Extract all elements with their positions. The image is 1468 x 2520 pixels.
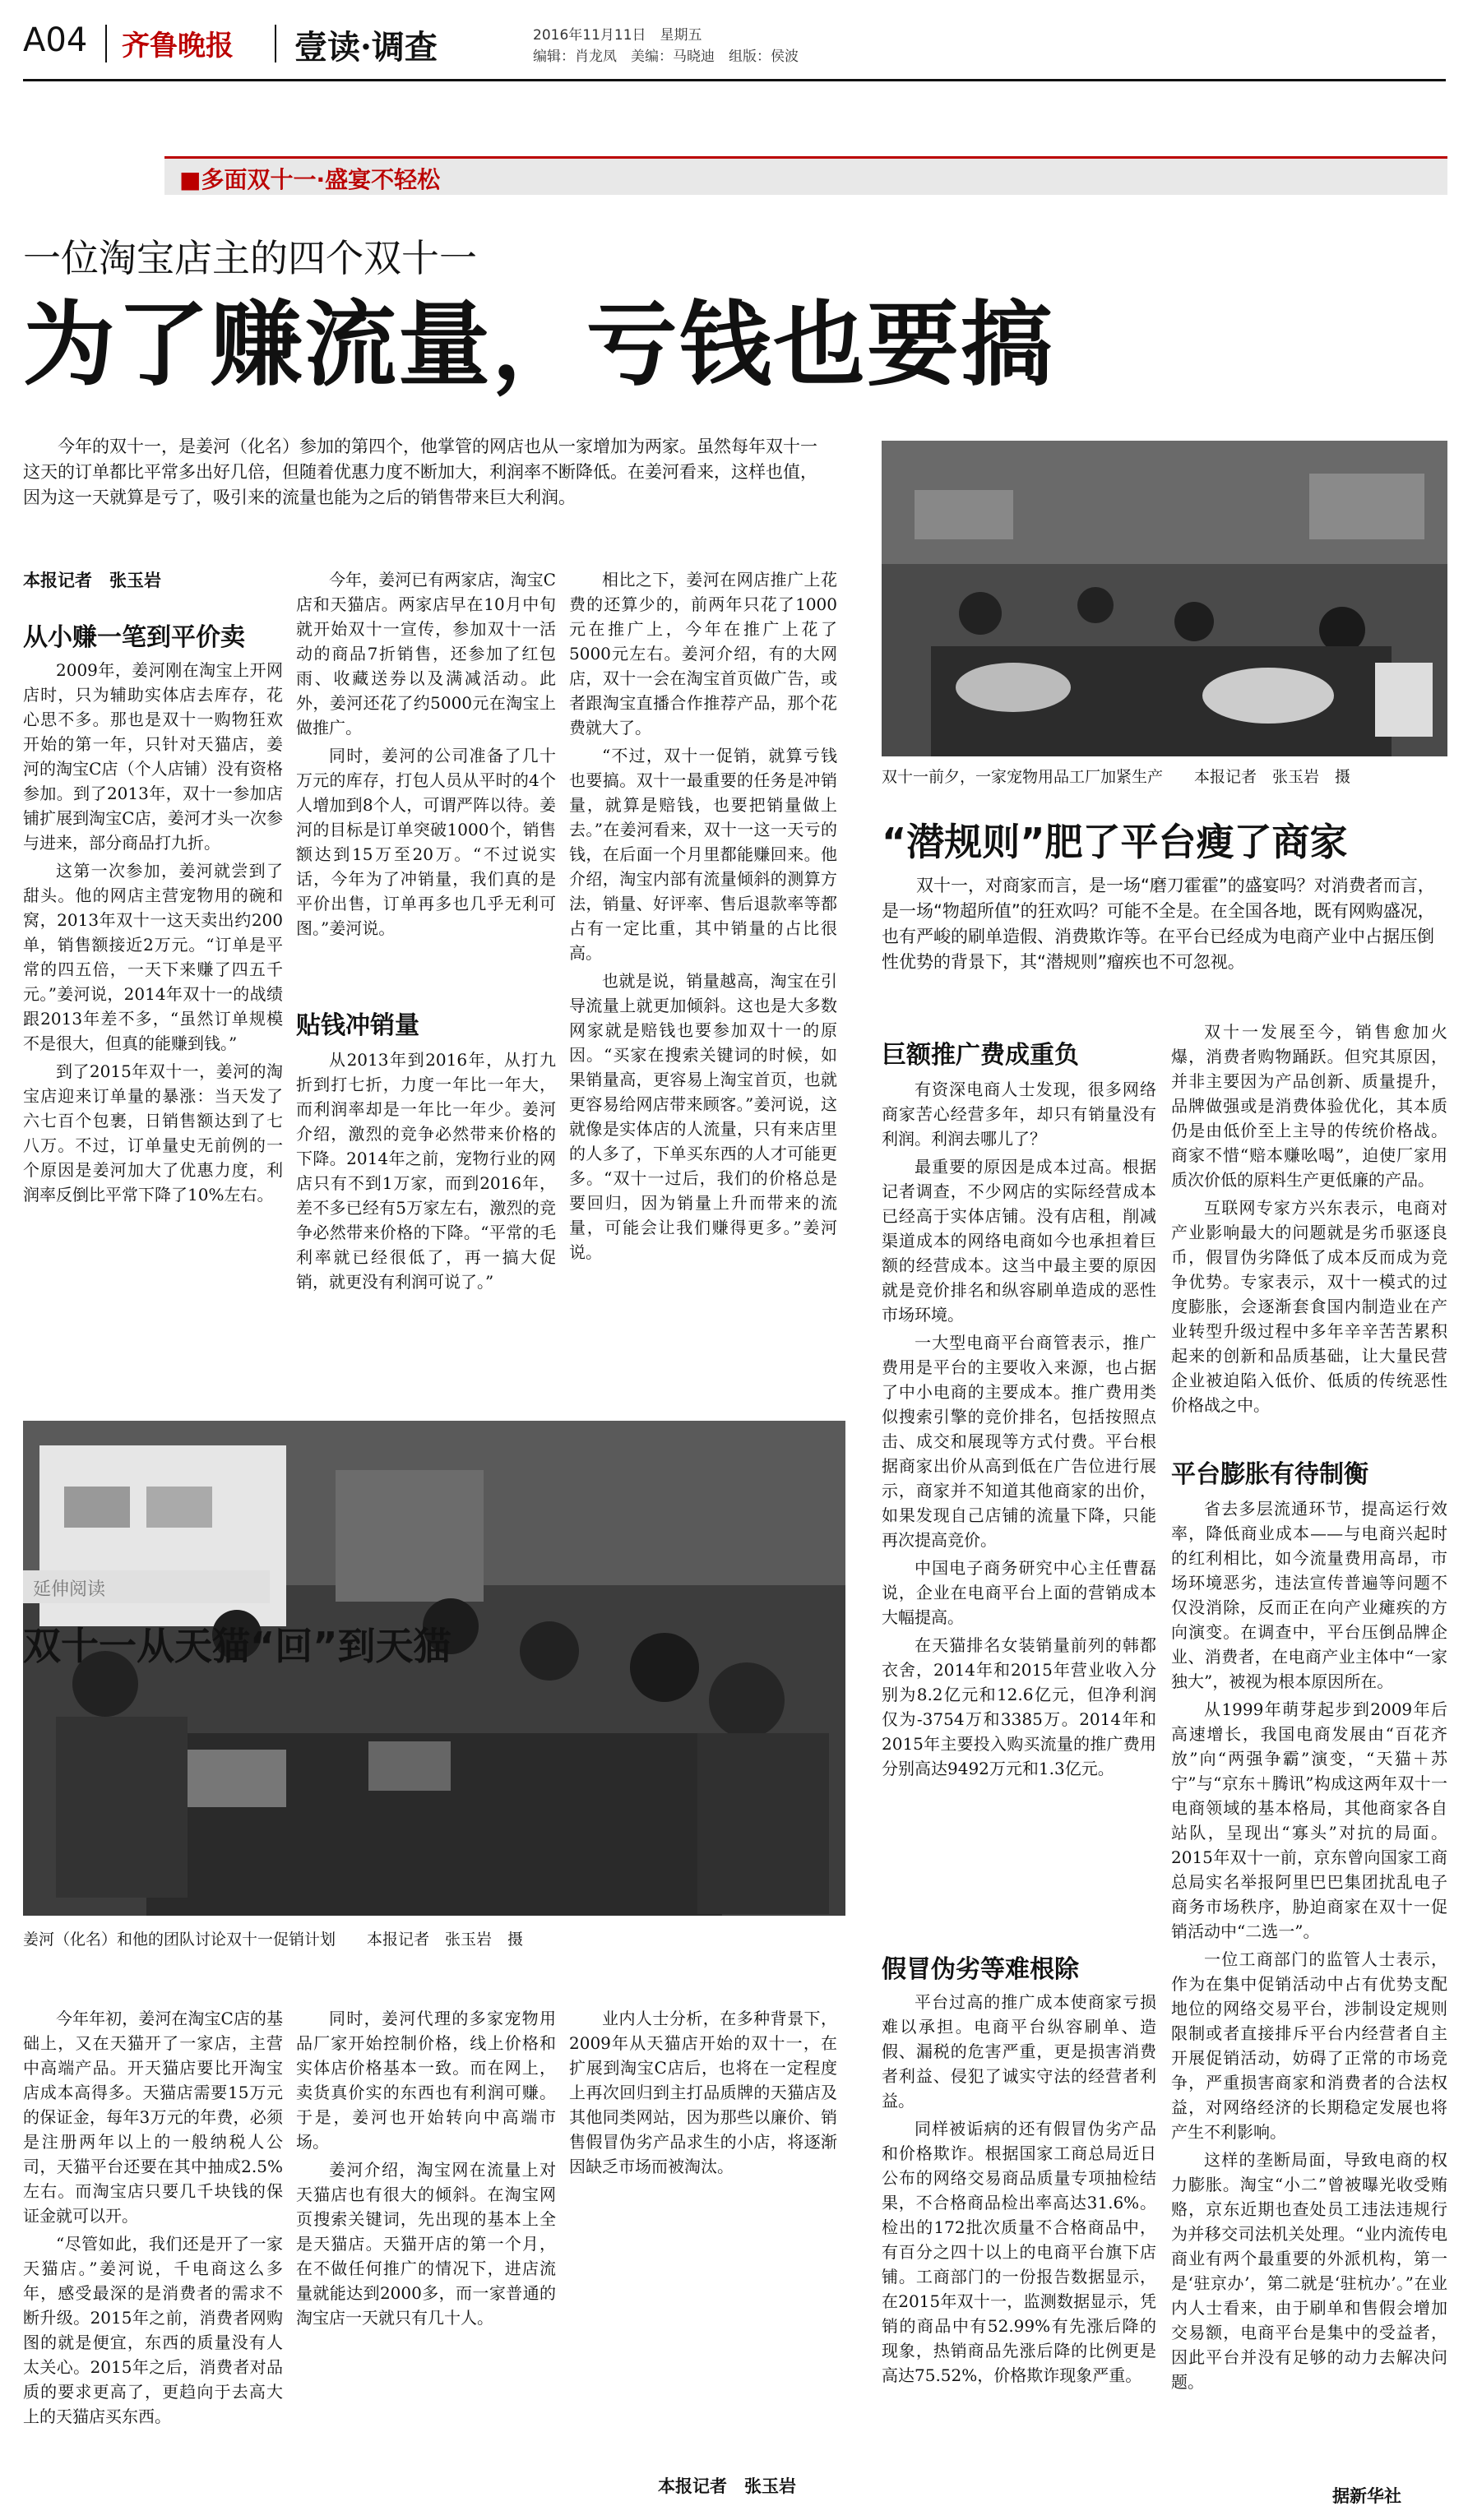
- divider: [105, 25, 107, 62]
- right-column-2: [1171, 1020, 1447, 1439]
- subhead-1: 从小赚一笔到平价卖: [23, 623, 245, 652]
- masthead: [23, 16, 1446, 74]
- factory-photo: [882, 441, 1447, 756]
- divider: [275, 25, 276, 62]
- paragraph: 平台过高的推广成本使商家亏损难以承担。电商平台纵容刷单、造假、漏税的危害严重，更是损害消费者利益、侵犯了诚实守法的经营者利益。: [882, 1992, 1156, 2111]
- paragraph: 这第一次参加，姜河就尝到了甜头。他的网店主营宠物用的碗和窝，2013年双十一这天卖出约200单，销售额接近2万元。“订单是平常的四五倍，一天下来赚了四五千元。”姜河说，2014年双十一的战绩跟2013年差不多，“虽然订单规模不是很大，但真的能赚到钱。”: [23, 861, 283, 1053]
- sidebar-byline: 本报记者 张玉岩: [658, 2476, 796, 2496]
- sidebar-column-3: [569, 2006, 837, 2467]
- paragraph: “不过，双十一促销，就算亏钱也要搞。双十一最重要的任务是冲销量，就算是赔钱，也要把销量做上去。”在姜河看来，双十一这一天亏的钱，在后面一个月里都能赚回来。他介绍，淘宝内部有流量倾斜的测算方法，销量、好评率、售后退款率等都占有一定比重，其中销量的占比很高。: [569, 746, 837, 963]
- right-intro: 双十一，对商家而言，是一场“磨刀霍霍”的盛宴吗？对消费者而言，是一场“物超所值”的狂欢吗？可能不全是。在全国各地，既有网购盛况，也有严峻的刷单造假、消费欺诈等。在平台已经成为电商产业中占据压倒性优势的背景下，其“潜规则”瘤疾也不可忽视。: [882, 876, 1435, 972]
- right-subhead-1: 巨额推广费成重负: [882, 1041, 1079, 1070]
- sidebar-headline: 双十一从天猫“回”到天猫: [23, 1624, 452, 1668]
- right-subhead-2: 假冒伪劣等难根除: [882, 1955, 1079, 1984]
- paragraph: 到了2015年双十一，姜河的淘宝店迎来订单量的暴涨：当天发了六七百个包裹，日销售额达到了七八万。不过，订单量史无前例的一个原因是姜河加大了优惠力度，利润率反倒比平常下降了10%左右。: [23, 1061, 283, 1205]
- paragraph: 有资深电商人士发现，很多网络商家苦心经营多年，却只有销量没有利润。利润去哪儿了？: [882, 1080, 1156, 1149]
- source-sign: 据新华社: [1332, 2486, 1401, 2506]
- paragraph: 同样被诟病的还有假冒伪劣产品和价格欺诈。根据国家工商总局近日公布的网络交易商品质量专项抽检结果，不合格商品检出率高达31.6%。检出的172批次质量不合格商品中，有百分之四十以上的电商平台旗下店铺。工商部门的一份报告数据显示，在2015年双十一，监测数据显示，凭销的商品中有52.99%有先涨后降的现象，热销商品先涨后降的比例更是高达75.52%，价格欺诈现象严重。: [882, 2119, 1156, 2385]
- paragraph: 2009年，姜河刚在淘宝上开网店时，只为辅助实体店去库存，花心思不多。那也是双十一购物狂欢开始的第一年，只针对天猫店，姜河的淘宝C店（个人店铺）没有资格参加。到了2013年，双十一参加店铺扩展到淘宝C店，姜河才头一次参与进来，部分商品打九折。: [23, 660, 283, 853]
- page-number: A04: [23, 21, 88, 59]
- right-column-1: [882, 1077, 1156, 1932]
- edition-meta: [533, 25, 799, 67]
- paragraph: 中国电子商务研究中心主任曹磊说，企业在电商平台上面的营销成本大幅提高。: [882, 1558, 1156, 1627]
- paragraph: 从2013年到2016年，从打九折到打七折，力度一年比一年大，而利润率却是一年比一年少。姜河介绍，激烈的竞争必然带来价格的下降。2014年之前，宠物行业的网店只有不到1万家，而到2016年，差不多已经有5万家左右，激烈的竞争必然带来价格的下降。“平常的毛利率就已经很低了，再一搞大促销，就更没有利润可说了。”: [296, 1050, 556, 1292]
- paragraph: 姜河介绍，淘宝网在流量上对天猫店也有很大的倾斜。在淘宝网页搜索关键词，先出现的基本上全是天猫店。天猫开店的第一个月，在不做任何推广的情况下，进店流量就能达到2000多，而一家普通的淘宝店一天就只有几十人。: [296, 2160, 556, 2328]
- paragraph: 同时，姜河代理的多家宠物用品厂家开始控制价格，线上价格和实体店价格基本一致。而在网上，卖货真价实的东西也有利润可赚。于是，姜河也开始转向中高端市场。: [296, 2009, 556, 2152]
- paragraph: “尽管如此，我们还是开了一家天猫店。”姜河说，千电商这么多年，感受最深的是消费者的需求不断升级。2015年之前，消费者网购图的就是便宜，东西的质量没有人太关心。2015年之后，消费者对品质的要求更高了，更趋向于去高大上的天猫店买东西。: [23, 2234, 283, 2426]
- paragraph: 同时，姜河的公司准备了几十万元的库存，打包人员从平时的4个人增加到8个人，可谓严阵以待。姜河的目标是订单突破1000个，销售额达到15万至20万。“不过说实话，今年为了冲销量，我们真的是平价出售，订单再多也几乎无利可图。”姜河说。: [296, 746, 556, 938]
- team-photo-caption: 姜河（化名）和他的团队讨论双十一促销计划 本报记者 张玉岩 摄: [23, 1930, 524, 1949]
- factory-photo-art: [882, 441, 1447, 756]
- kicker: 一位淘宝店主的四个双十一: [23, 236, 477, 280]
- series-bar: [164, 156, 1447, 195]
- paragraph: 从1999年萌芽起步到2009年后高速增长，我国电商发展由“百花齐放”向“两强争霸”演变，“天猫＋苏宁”与“京东＋腾讯”构成这两年双十一电商领域的基本格局，其他商家各自站队，呈现出“寡头”对抗的局面。2015年双十一前，京东曾向国家工商总局实名举报阿里巴巴集团扰乱电子商务市场秩序，胁迫商家在双十一促销活动中“二选一”。: [1171, 1699, 1447, 1941]
- byline: 本报记者 张玉岩: [23, 571, 161, 590]
- section-title: 壹读·调查: [294, 28, 438, 67]
- paragraph: 一位工商部门的监管人士表示，作为在集中促销活动中占有优势支配地位的网络交易平台，涉制设定规则限制或者直接排斥平台内经营者自主开展促销活动，妨碍了正常的市场竞争，严重损害商家和消费者的合法权益，对网络经济的长期稳定发展也将产生不利影响。: [1171, 1949, 1447, 2142]
- series-title: ■多面双十一·盛宴不轻松: [179, 166, 441, 193]
- paragraph: 相比之下，姜河在网店推广上花费的还算少的，前两年只花了1000元在推广上，今年在推广上花了5000元左右。姜河介绍，有的大网店，双十一会在淘宝首页做广告，或者跟淘宝直播合作推荐产品，那个花费就大了。: [569, 570, 837, 738]
- page-headline: 为了赚流量，亏钱也要搞: [23, 292, 1054, 399]
- sidebar-column-1: [23, 2006, 283, 2499]
- right-column-1b: [882, 1990, 1156, 2499]
- paragraph: 也就是说，销量越高，淘宝在引导流量上就更加倾斜。这也是大多数网家就是赔钱也要参加双十一的原因。“买家在搜索关键词的时候，如果销量高，更容易上淘宝首页，也就更容易给网店带来顾客。”姜河说，这就像是实体店的人流量，只有来店里的人多了，下单买东西的人才可能更多。“双十一过后，我们的价格总是要回归，因为销量上升而带来的流量，可能会让我们赚得更多。”姜河说。: [569, 971, 837, 1262]
- paragraph: 一大型电商平台商管表示，推广费用是平台的主要收入来源，也占据了中小电商的主要成本。推广费用类似搜索引擎的竞价排名，包括按照点击、成交和展现等方式付费。平台根据商家出价从高到低在广告位进行展示，商家并不知道其他商家的出价，如果发现自己店铺的流量下降，只能再次提高竞价。: [882, 1333, 1156, 1550]
- right-headline: “潜规则”肥了平台瘦了商家: [882, 820, 1348, 864]
- related-reading-tag: [23, 1570, 270, 1603]
- editor-credits: 编辑：肖龙凤 美编：马晓迪 组版：侯波: [533, 49, 799, 65]
- factory-photo-caption: 双十一前夕，一家宠物用品工厂加紧生产 本报记者 张玉岩 摄: [882, 768, 1351, 786]
- newspaper-logo: 齐鲁晚报: [122, 30, 234, 62]
- paragraph: 在天猫排名女装销量前列的韩都衣舍，2014年和2015年营业收入分别为8.2亿元和12.6亿元，但净利润仅为-3754万和3385万。2014年和2015年主要投入购买流量的推广费用分别高达9492万元和1.3亿元。: [882, 1635, 1156, 1778]
- paragraph: 省去多层流通环节，提高运行效率，降低商业成本——与电商兴起时的红利相比，如今流量费用高昂，市场环境恶劣，违法宣传普遍等问题不仅没消除，反而正在向产业瘫疾的方向演变。在调查中，平台压倒品牌企业、消费者，在电商产业主体中“一家独大”，被视为根本原因所在。: [1171, 1499, 1447, 1691]
- right-subhead-3: 平台膨胀有待制衡: [1171, 1460, 1368, 1489]
- sidebar-column-2: [296, 2006, 556, 2499]
- lede: 今年的双十一，是姜河（化名）参加的第四个，他掌管的网店也从一家增加为两家。虽然每年双十一这天的订单都比平常多出好几倍，但随着优惠力度不断加大，利润率不断降低。在姜河看来，这样也值，因为这一天就算是亏了，吸引来的流量也能为之后的销售带来巨大利润。: [23, 437, 817, 507]
- article-column-2: [296, 567, 556, 995]
- paragraph: 业内人士分析，在多种背景下，2009年从天猫店开始的双十一，在扩展到淘宝C店后，也将在一定程度上再次回归到主打品质牌的天猫店及其他同类网站，因为那些以廉价、销售假冒伪劣产品求生的小店，将逐渐因缺乏市场而被淘汰。: [569, 2009, 837, 2176]
- paragraph: 互联网专家方兴东表示，电商对产业影响最大的问题就是劣币驱逐良币，假冒伪劣降低了成本反而成为竞争优势。专家表示，双十一模式的过度膨胀，会逐渐套食国内制造业在产业转型升级过程中多年辛辛苦苦累积起来的创新和品质基础，让大量民营企业被迫陷入低价、低质的传统恶性价格战之中。: [1171, 1198, 1447, 1415]
- paragraph: 今年年初，姜河在淘宝C店的基础上，又在天猫开了一家店，主营中高端产品。开天猫店要比开淘宝店成本高得多。天猫店需要15万元的保证金，每年3万元的年费，必须是注册两年以上的一般纳税人公司，天猫平台还要在其中抽成2.5%左右。而淘宝店只要几千块钱的保证金就可以开。: [23, 2009, 283, 2226]
- paragraph: 最重要的原因是成本过高。根据记者调查，不少网店的实际经营成本已经高于实体店铺。没有店租，削减渠道成本的网络电商如今也承担着巨额的经营成本。这当中最主要的原因就是竞价排名和纵容刷单造成的恶性市场环境。: [882, 1157, 1156, 1325]
- subhead-2: 贴钱冲销量: [296, 1011, 419, 1040]
- article-column-2b: [296, 1047, 556, 1406]
- paragraph: 今年，姜河已有两家店，淘宝C店和天猫店。两家店早在10月中旬就开始双十一宣传，参加双十一活动的商品7折销售，还参加了红包雨、收藏送券以及满减活动。此外，姜河还花了约5000元在淘宝上做推广。: [296, 570, 556, 738]
- article-column-3: [569, 567, 837, 1406]
- issue-date: 2016年11月11日 星期五: [533, 27, 702, 44]
- related-reading-label: 延伸阅读: [33, 1579, 106, 1600]
- paragraph: 这样的垄断局面，导致电商的权力膨胀。淘宝“小二”曾被曝光收受贿赂，京东近期也查处员工违法违规行为并移交司法机关处理。“业内流传电商业有两个最重要的外派机构，第一是‘驻京办’，第二就是‘驻杭办’。”在业内人士看来，由于刷单和售假会增加交易额，电商平台是集中的受益者，因此平台并没有足够的动力去解决问题。: [1171, 2150, 1447, 2392]
- article-column-1: [23, 658, 283, 1406]
- paragraph: 双十一发展至今，销售愈加火爆，消费者购物踊跃。但究其原因，并非主要因为产品创新、质量提升，品牌做强或是消费体验优化，其本质仍是由低价至上主导的传统价格战。商家不惜“赔本赚吆喝”，迫使厂家用质次价低的原料生产更低廉的产品。: [1171, 1022, 1447, 1190]
- right-column-2b: [1171, 1496, 1447, 2475]
- masthead-rule: [23, 79, 1446, 81]
